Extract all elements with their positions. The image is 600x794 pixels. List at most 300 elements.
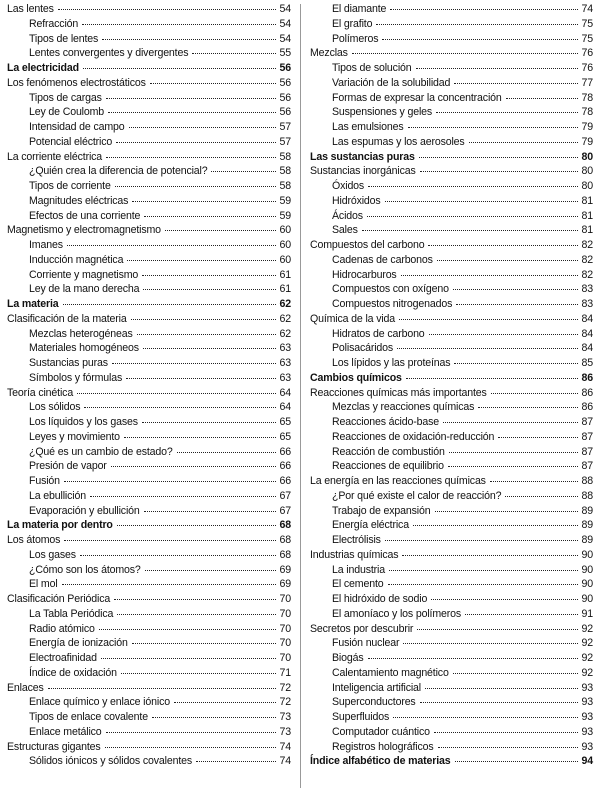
- toc-entry-title: Reacciones ácido-base: [332, 416, 439, 428]
- toc-entry-title: Trabajo de expansión: [332, 504, 431, 517]
- toc-entry-page-number: 65: [279, 430, 291, 443]
- toc-entry-page-number: 57: [279, 121, 291, 133]
- toc-entry-title: Tipos de lentes: [29, 32, 99, 45]
- toc-entry-page-number: 85: [581, 357, 593, 369]
- dot-leader: [117, 614, 276, 615]
- toc-entry-page-number: 84: [581, 327, 593, 340]
- toc-entry-page-number: 67: [279, 504, 291, 517]
- toc-chapter: [7, 518, 291, 533]
- toc-entry-title: La energía en las reacciones químicas: [310, 475, 486, 487]
- toc-section: [7, 312, 291, 327]
- dot-leader: [390, 9, 578, 10]
- dot-leader: [177, 452, 276, 453]
- dot-leader: [456, 304, 578, 305]
- toc-entry-title: Fusión: [29, 475, 60, 487]
- toc-section: [7, 681, 291, 696]
- toc-entry-page-number: 74: [581, 3, 593, 15]
- toc-entry-page-number: 55: [279, 47, 291, 60]
- dot-leader: [465, 614, 578, 615]
- toc-entry-title: Hidrocarburos: [332, 268, 397, 281]
- toc-entry-title: Los líquidos y los gases: [29, 416, 138, 428]
- toc-subsection: [7, 651, 291, 666]
- toc-entry-title: Las sustancias puras: [310, 150, 415, 163]
- toc-entry-page-number: 88: [581, 475, 593, 487]
- toc-section: [310, 164, 593, 179]
- toc-entry-title: La electricidad: [7, 62, 79, 74]
- toc-entry-page-number: 56: [279, 76, 291, 89]
- dot-leader: [132, 201, 276, 202]
- toc-entry-title: Mezclas heterogéneas: [29, 327, 133, 340]
- toc-entry-title: Biogás: [332, 652, 364, 664]
- toc-entry-title: Sólidos iónicos y sólidos covalentes: [29, 755, 193, 768]
- toc-entry-page-number: 61: [279, 268, 291, 281]
- dot-leader: [419, 157, 578, 158]
- toc-entry-page-number: 61: [279, 283, 291, 296]
- toc-entry-page-number: 92: [581, 622, 593, 635]
- toc-entry-title: Reacciones químicas más importantes: [310, 386, 487, 399]
- dot-leader: [106, 732, 276, 733]
- toc-subsection: [310, 415, 593, 430]
- dot-leader: [143, 348, 276, 349]
- toc-entry-title: Reacción de combustión: [332, 445, 445, 458]
- toc-entry-page-number: 80: [581, 165, 593, 178]
- toc-entry-page-number: 63: [279, 371, 291, 384]
- toc-entry-page-number: 74: [279, 755, 291, 768]
- toc-subsection: [7, 17, 291, 32]
- toc-entry-title: Computador cuántico: [332, 725, 430, 738]
- toc-entry-page-number: 68: [279, 534, 291, 546]
- toc-entry-page-number: 90: [581, 548, 593, 561]
- toc-entry-title: Reacciones de oxidación-reducción: [332, 430, 495, 443]
- toc-subsection: [310, 297, 593, 312]
- toc-entry-title: Ácidos: [332, 209, 363, 222]
- dot-leader: [105, 747, 276, 748]
- toc-section: [7, 223, 291, 238]
- toc-entry-title: Electroafinidad: [29, 652, 97, 664]
- toc-entry-page-number: 69: [279, 563, 291, 576]
- toc-entry-page-number: 62: [279, 298, 291, 310]
- toc-entry-page-number: 58: [279, 180, 291, 192]
- toc-subsection: [310, 2, 593, 17]
- toc-subsection: [7, 504, 291, 519]
- toc-entry-page-number: 62: [279, 312, 291, 325]
- toc-entry-title: Los sólidos: [29, 401, 81, 414]
- toc-subsection: [7, 636, 291, 651]
- toc-subsection: [7, 754, 291, 769]
- toc-subsection: [310, 268, 593, 283]
- toc-subsection: [310, 518, 593, 533]
- toc-entry-title: Tipos de cargas: [29, 91, 102, 104]
- toc-entry-page-number: 81: [581, 194, 593, 207]
- toc-subsection: [7, 105, 291, 120]
- toc-entry-title: El diamante: [332, 3, 387, 15]
- dot-leader: [478, 407, 578, 408]
- dot-leader: [455, 761, 579, 762]
- toc-entry-title: La corriente eléctrica: [7, 150, 103, 163]
- toc-entry-page-number: 93: [581, 711, 593, 723]
- dot-leader: [62, 584, 276, 585]
- dot-leader: [435, 511, 579, 512]
- toc-entry-page-number: 79: [581, 121, 593, 133]
- toc-subsection: [310, 282, 593, 297]
- dot-leader: [368, 186, 578, 187]
- dot-leader: [131, 319, 276, 320]
- toc-section: [7, 386, 291, 401]
- toc-entry-title: Suspensiones y geles: [332, 106, 433, 119]
- dot-leader: [491, 393, 578, 394]
- toc-entry-title: Superfluidos: [332, 711, 390, 723]
- toc-entry-title: Óxidos: [332, 180, 365, 192]
- dot-leader: [127, 260, 276, 261]
- dot-leader: [448, 466, 578, 467]
- toc-entry-page-number: 57: [279, 135, 291, 148]
- toc-entry-title: Sales: [332, 224, 358, 237]
- toc-entry-title: Efectos de una corriente: [29, 209, 141, 222]
- toc-subsection: [310, 194, 593, 209]
- toc-subsection: [7, 356, 291, 371]
- dot-leader: [420, 702, 578, 703]
- toc-entry-page-number: 54: [279, 32, 291, 45]
- toc-entry-title: Potencial eléctrico: [29, 135, 113, 148]
- dot-leader: [417, 629, 578, 630]
- toc-subsection: [7, 607, 291, 622]
- toc-entry-page-number: 89: [581, 519, 593, 532]
- dot-leader: [112, 363, 276, 364]
- toc-entry-title: Tipos de solución: [332, 62, 412, 74]
- toc-entry-page-number: 87: [581, 460, 593, 473]
- toc-entry-title: ¿Por qué existe el calor de reacción?: [332, 489, 502, 502]
- dot-leader: [83, 68, 276, 69]
- toc-entry-title: La ebullición: [29, 489, 86, 502]
- toc-section: [7, 533, 291, 548]
- dot-leader: [64, 540, 276, 541]
- toc-entry-page-number: 56: [279, 62, 291, 74]
- dot-leader: [368, 658, 579, 659]
- dot-leader: [124, 437, 276, 438]
- dot-leader: [506, 98, 578, 99]
- toc-entry-page-number: 65: [279, 416, 291, 428]
- toc-subsection: [310, 209, 593, 224]
- toc-entry-page-number: 68: [279, 548, 291, 561]
- toc-entry-title: Teoría cinética: [7, 386, 74, 399]
- toc-section: [310, 548, 593, 563]
- dot-leader: [144, 216, 276, 217]
- toc-subsection: [7, 327, 291, 342]
- dot-leader: [129, 127, 276, 128]
- toc-entry-title: Fusión nuclear: [332, 637, 400, 650]
- toc-subsection: [7, 91, 291, 106]
- toc-entry-page-number: 78: [581, 91, 593, 104]
- toc-subsection: [7, 194, 291, 209]
- dot-leader: [126, 378, 276, 379]
- toc-entry-title: Símbolos y fórmulas: [29, 371, 123, 384]
- toc-entry-page-number: 86: [581, 401, 593, 414]
- toc-entry-page-number: 90: [581, 563, 593, 576]
- toc-entry-page-number: 82: [581, 268, 593, 281]
- toc-entry-title: El hidróxido de sodio: [332, 593, 428, 605]
- toc-entry-title: Compuestos nitrogenados: [332, 298, 453, 310]
- dot-leader: [385, 540, 578, 541]
- toc-subsection: [7, 135, 291, 150]
- toc-entry-page-number: 93: [581, 740, 593, 753]
- toc-subsection: [7, 268, 291, 283]
- toc-subsection: [7, 282, 291, 297]
- dot-leader: [143, 289, 276, 290]
- toc-entry-title: Las lentes: [7, 3, 54, 15]
- toc-entry-page-number: 72: [279, 681, 291, 694]
- dot-leader: [362, 230, 578, 231]
- toc-entry-page-number: 83: [581, 298, 593, 310]
- toc-section: [310, 622, 593, 637]
- toc-entry-page-number: 89: [581, 534, 593, 546]
- toc-entry-page-number: 66: [279, 475, 291, 487]
- toc-entry-title: El cemento: [332, 578, 384, 591]
- toc-entry-title: Registros holográficos: [332, 740, 434, 753]
- toc-entry-title: El grafito: [332, 17, 373, 30]
- toc-entry-page-number: 82: [581, 253, 593, 266]
- dot-leader: [58, 9, 276, 10]
- toc-subsection: [310, 32, 593, 47]
- dot-leader: [84, 407, 276, 408]
- toc-subsection: [7, 445, 291, 460]
- toc-section: [310, 386, 593, 401]
- toc-entry-title: Química de la vida: [310, 312, 396, 325]
- toc-entry-page-number: 62: [279, 327, 291, 340]
- dot-leader: [132, 643, 276, 644]
- toc-entry-title: Intensidad de campo: [29, 121, 125, 133]
- dot-leader: [382, 39, 578, 40]
- dot-leader: [385, 201, 578, 202]
- toc-entry-title: Formas de expresar la concentración: [332, 91, 502, 104]
- toc-subsection: [310, 76, 593, 91]
- toc-subsection: [7, 164, 291, 179]
- toc-entry-page-number: 72: [279, 696, 291, 709]
- toc-subsection: [310, 563, 593, 578]
- dot-leader: [406, 378, 578, 379]
- toc-subsection: [310, 356, 593, 371]
- toc-entry-page-number: 87: [581, 445, 593, 458]
- toc-entry-title: Las espumas y los aerosoles: [332, 135, 465, 148]
- toc-subsection: [7, 400, 291, 415]
- toc-entry-page-number: 80: [581, 150, 593, 163]
- toc-entry-title: Superconductores: [332, 696, 416, 709]
- toc-entry-title: La materia por dentro: [7, 519, 113, 532]
- toc-chapter: [310, 371, 593, 386]
- toc-section: [7, 76, 291, 91]
- toc-entry-title: La industria: [332, 563, 385, 576]
- toc-subsection: [310, 179, 593, 194]
- dot-leader: [367, 216, 578, 217]
- toc-entry-page-number: 68: [279, 519, 291, 532]
- toc-subsection: [7, 46, 291, 61]
- toc-entry-page-number: 77: [581, 76, 593, 89]
- toc-entry-title: Polisacáridos: [332, 342, 394, 355]
- dot-leader: [145, 570, 276, 571]
- toc-entry-page-number: 90: [581, 593, 593, 605]
- dot-leader: [399, 319, 578, 320]
- toc-subsection: [7, 548, 291, 563]
- toc-entry-title: Magnitudes eléctricas: [29, 194, 129, 207]
- dot-leader: [413, 525, 578, 526]
- dot-leader: [505, 496, 578, 497]
- toc-entry-title: Corriente y magnetismo: [29, 268, 139, 281]
- toc-section: [310, 46, 593, 61]
- toc-subsection: [310, 577, 593, 592]
- toc-subsection: [310, 666, 593, 681]
- toc-subsection: [310, 430, 593, 445]
- toc-section: [7, 740, 291, 755]
- toc-entry-title: Los átomos: [7, 534, 61, 546]
- dot-leader: [64, 481, 276, 482]
- toc-subsection: [7, 238, 291, 253]
- toc-subsection: [7, 622, 291, 637]
- toc-entry-page-number: 60: [279, 224, 291, 237]
- toc-section: [7, 150, 291, 165]
- toc-entry-title: Compuestos del carbono: [310, 239, 425, 251]
- toc-entry-page-number: 87: [581, 416, 593, 428]
- dot-leader: [436, 112, 578, 113]
- toc-subsection: [310, 651, 593, 666]
- dot-leader: [211, 171, 276, 172]
- toc-entry-title: Sustancias inorgánicas: [310, 165, 416, 178]
- dot-leader: [449, 452, 578, 453]
- toc-entry-page-number: 70: [279, 593, 291, 605]
- toc-entry-page-number: 59: [279, 194, 291, 207]
- toc-subsection: [7, 32, 291, 47]
- dot-leader: [453, 673, 578, 674]
- toc-subsection: [310, 459, 593, 474]
- toc-chapter: [7, 297, 291, 312]
- toc-entry-page-number: 70: [279, 607, 291, 620]
- dot-leader: [80, 555, 276, 556]
- toc-subsection: [7, 459, 291, 474]
- dot-leader: [416, 68, 579, 69]
- toc-entry-page-number: 89: [581, 504, 593, 517]
- toc-subsection: [7, 577, 291, 592]
- toc-entry-page-number: 81: [581, 209, 593, 222]
- toc-entry-page-number: 76: [581, 62, 593, 74]
- toc-entry-title: Clasificación de la materia: [7, 312, 127, 325]
- toc-entry-page-number: 59: [279, 209, 291, 222]
- toc-entry-page-number: 80: [581, 180, 593, 192]
- dot-leader: [150, 83, 276, 84]
- toc-entry-title: Polímeros: [332, 32, 379, 45]
- toc-entry-title: Ley de Coulomb: [29, 106, 105, 119]
- toc-entry-title: El amoníaco y los polímeros: [332, 607, 462, 620]
- toc-entry-title: ¿Qué es un cambio de estado?: [29, 445, 173, 458]
- dot-leader: [111, 466, 276, 467]
- toc-entry-title: Tipos de enlace covalente: [29, 711, 148, 723]
- dot-leader: [144, 511, 276, 512]
- toc-entry-page-number: 82: [581, 239, 593, 251]
- toc-subsection: [7, 695, 291, 710]
- toc-entry-page-number: 75: [581, 32, 593, 45]
- toc-subsection: [310, 695, 593, 710]
- toc-entry-page-number: 81: [581, 224, 593, 237]
- dot-leader: [454, 83, 578, 84]
- dot-leader: [102, 39, 276, 40]
- toc-subsection: [7, 666, 291, 681]
- toc-entry-title: Refracción: [29, 17, 79, 30]
- toc-section: [7, 592, 291, 607]
- dot-leader: [428, 245, 578, 246]
- dot-leader: [142, 275, 276, 276]
- toc-entry-page-number: 70: [279, 652, 291, 664]
- toc-subsection: [7, 563, 291, 578]
- dot-leader: [453, 289, 578, 290]
- toc-entry-page-number: 71: [279, 666, 291, 679]
- dot-leader: [196, 761, 276, 762]
- toc-entry-title: Los gases: [29, 548, 76, 561]
- dot-leader: [106, 98, 276, 99]
- dot-leader: [393, 717, 578, 718]
- toc-entry-title: Enlaces: [7, 681, 44, 694]
- toc-entry-page-number: 90: [581, 578, 593, 591]
- toc-subsection: [310, 135, 593, 150]
- toc-entry-page-number: 79: [581, 135, 593, 148]
- toc-entry-page-number: 87: [581, 430, 593, 443]
- toc-entry-page-number: 86: [581, 371, 593, 384]
- toc-subsection: [310, 636, 593, 651]
- toc-subsection: [310, 740, 593, 755]
- toc-entry-page-number: 92: [581, 666, 593, 679]
- toc-entry-title: El mol: [29, 578, 58, 591]
- toc-entry-page-number: 73: [279, 711, 291, 723]
- toc-subsection: [310, 17, 593, 32]
- dot-leader: [454, 363, 578, 364]
- toc-entry-page-number: 67: [279, 489, 291, 502]
- toc-entry-title: Inteligencia artificial: [332, 681, 421, 694]
- toc-subsection: [310, 400, 593, 415]
- toc-subsection: [310, 725, 593, 740]
- toc-entry-title: Materiales homogéneos: [29, 342, 139, 355]
- toc-entry-title: Secretos por descubrir: [310, 622, 414, 635]
- toc-entry-title: Electrólisis: [332, 534, 381, 546]
- dot-leader: [443, 422, 578, 423]
- toc-entry-page-number: 60: [279, 253, 291, 266]
- dot-leader: [121, 673, 276, 674]
- toc-chapter: [310, 150, 593, 165]
- toc-entry-title: Leyes y movimiento: [29, 430, 120, 443]
- toc-subsection: [310, 223, 593, 238]
- dot-leader: [388, 584, 579, 585]
- toc-subsection: [310, 341, 593, 356]
- dot-leader: [165, 230, 276, 231]
- toc-entry-title: Índice alfabético de materias: [310, 755, 451, 768]
- dot-leader: [420, 171, 578, 172]
- toc-entry-title: Evaporación y ebullición: [29, 504, 140, 517]
- toc-entry-page-number: 92: [581, 652, 593, 664]
- toc-entry-page-number: 93: [581, 696, 593, 709]
- toc-entry-title: Lentes convergentes y divergentes: [29, 47, 189, 60]
- toc-entry-title: Compuestos con oxígeno: [332, 283, 449, 296]
- toc-entry-page-number: 84: [581, 342, 593, 355]
- toc-entry-page-number: 66: [279, 460, 291, 473]
- dot-leader: [67, 245, 276, 246]
- toc-entry-page-number: 88: [581, 489, 593, 502]
- dot-leader: [498, 437, 578, 438]
- toc-entry-page-number: 70: [279, 637, 291, 650]
- toc-entry-page-number: 78: [581, 106, 593, 119]
- toc-subsection: [7, 341, 291, 356]
- dot-leader: [437, 260, 578, 261]
- toc-entry-page-number: 60: [279, 239, 291, 251]
- toc-subsection: [7, 415, 291, 430]
- toc-entry-title: Tipos de corriente: [29, 180, 111, 192]
- toc-subsection: [7, 179, 291, 194]
- toc-subsection: [310, 327, 593, 342]
- toc-left-column: [7, 2, 291, 769]
